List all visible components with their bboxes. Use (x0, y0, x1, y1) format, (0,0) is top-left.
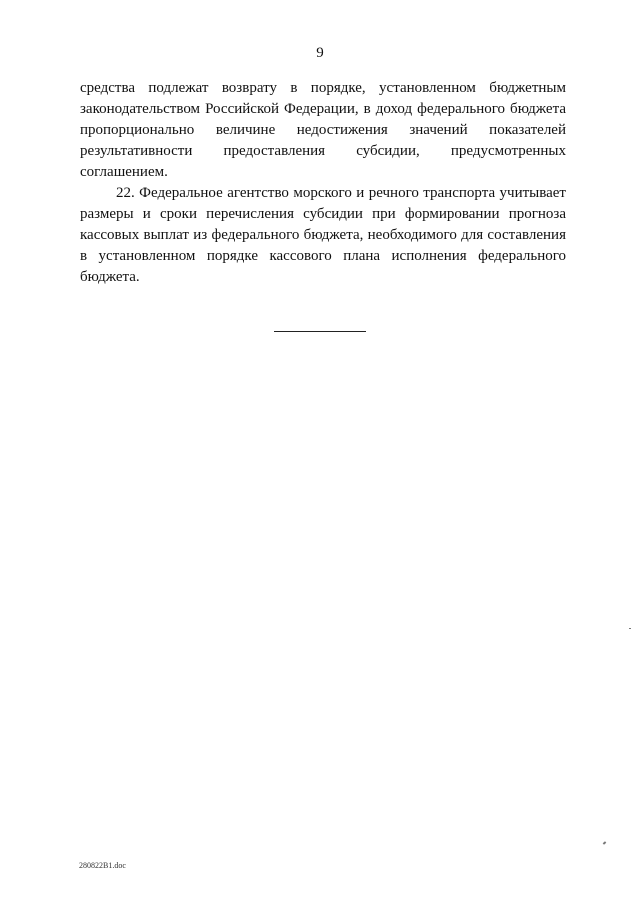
paragraph-2 (80, 183, 566, 288)
paragraph-1-line-2: законодательством Российской Федерации, в доход федерального бюджета (80, 101, 566, 117)
paragraph-1-line-1: средства подлежат возврату в порядке, установленном бюджетным (80, 80, 566, 96)
paragraph-2-line-2: размеры и сроки перечисления субсидии при формировании прогноза (80, 206, 566, 222)
paragraph-1-line-5: соглашением. (80, 164, 168, 180)
scan-speck (629, 628, 631, 629)
page-number: 9 (316, 45, 324, 61)
paragraph-1 (80, 78, 566, 183)
paragraph-2-line-1: 22. Федеральное агентство морского и речного транспорта учитывает (116, 185, 566, 201)
paragraph-2-line-3: кассовых выплат из федерального бюджета, необходимого для составления (80, 227, 566, 243)
document-body (80, 78, 566, 288)
paragraph-2-line-5: бюджета. (80, 269, 140, 285)
paragraph-1-line-3: пропорционально величине недостижения значений показателей (80, 122, 566, 138)
paragraph-1-line-4: результативности предоставления субсидии, предусмотренных (80, 143, 566, 159)
end-separator-line (274, 331, 366, 332)
paragraph-2-line-4: в установленном порядке кассового плана исполнения федерального (80, 248, 566, 264)
footer-document-code: 280822В1.doc (79, 861, 126, 870)
scan-speck (603, 841, 607, 844)
